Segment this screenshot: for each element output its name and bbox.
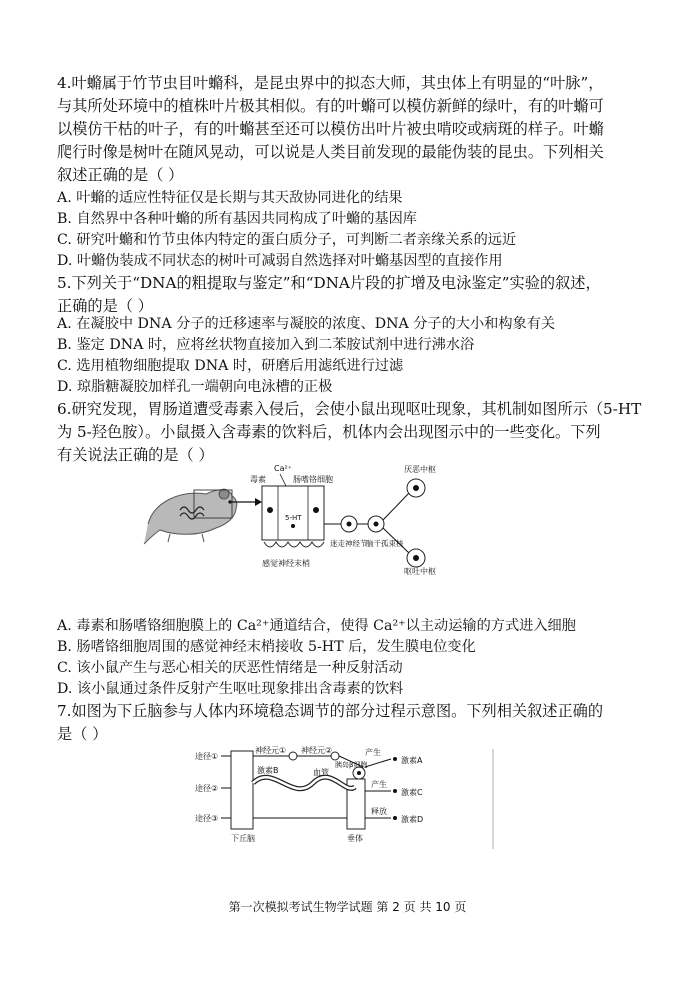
ec-cell-label: 肠嗜铬细胞 <box>293 475 333 484</box>
q5-option-b: B. 鉴定 DNA 时，应将丝状物直接加入到二苯胺试剂中进行沸水浴 <box>57 337 475 353</box>
q4-stem-line: 爬行时像是树叶在随风晃动，可以说是人类目前发现的最能伪装的昆虫。下列相关 <box>57 143 604 161</box>
hormone-b-label: 激素B <box>257 766 279 775</box>
serotonin-label: 5-HT <box>285 514 302 522</box>
q7-stem-line: 是（ ） <box>57 725 108 743</box>
q4-option-c: C. 研究叶䗛和竹节虫体内特定的蛋白质分子，可判断二者亲缘关系的远近 <box>57 232 517 248</box>
sensory-nerve-label: 感觉神经末梢 <box>262 559 310 568</box>
q6-option-c: C. 该小鼠产生与恶心相关的厌恶性情绪是一种反射活动 <box>57 660 403 676</box>
q4-stem-line: 叙述正确的是（ ） <box>57 166 184 184</box>
q6-figure-vomiting-mechanism <box>140 458 440 576</box>
q5-option-d: D. 琼脂糖凝胶加样孔一端朝向电泳槽的正极 <box>57 379 333 395</box>
q5-stem-line: 正确的是（ ） <box>57 297 153 315</box>
vomiting-center-label: 呕吐中枢 <box>404 567 436 576</box>
q7-figure-hypothalamus-regulation <box>195 745 500 850</box>
q6-option-d: D. 该小鼠通过条件反射产生呕吐现象排出含毒素的饮料 <box>57 681 404 697</box>
nts-label: 脑干孤束核 <box>366 539 404 548</box>
islet-label: 胰岛β细胞 <box>335 761 368 769</box>
aversion-center-label: 厌恶中枢 <box>404 465 436 474</box>
ca-label: Ca²⁺ <box>274 464 292 473</box>
neuron-1-label: 神经元① <box>255 746 287 755</box>
q7-stem-line: 7.如图为下丘脑参与人体内环境稳态调节的部分过程示意图。下列相关叙述正确的 <box>57 702 604 720</box>
neuron-2-label: 神经元② <box>301 746 333 755</box>
q4-option-d: D. 叶䗛伪装成不同状态的树叶可减弱自然选择对叶䗛基因型的直接作用 <box>57 253 503 269</box>
release-label: 释放 <box>371 807 387 816</box>
q5-option-c: C. 选用植物细胞提取 DNA 时，研磨后用滤纸进行过滤 <box>57 358 404 374</box>
toxin-label: 毒素 <box>250 475 266 484</box>
q5-stem-line: 5.下列关于“DNA的粗提取与鉴定”和“DNA片段的扩增及电泳鉴定”实验的叙述， <box>57 274 601 292</box>
produce-label-2: 产生 <box>371 780 387 789</box>
page-footer: 第一次模拟考试生物学试题 第 2 页 共 10 页 <box>228 900 467 914</box>
mouse-illustration <box>144 489 237 544</box>
vagus-label: 迷走神经节 <box>330 539 368 548</box>
hormone-a-label: 激素A <box>401 756 423 765</box>
q4-stem-line: 以模仿干枯的叶子，有的叶䗛甚至还可以模仿出叶片被虫啃咬或病斑的样子。叶䗛 <box>57 120 604 138</box>
q6-stem-line: 有关说法正确的是（ ） <box>57 446 214 464</box>
q4-option-a: A. 叶䗛的适应性特征仅是长期与其天敌协同进化的结果 <box>57 190 403 206</box>
hypothalamus-box <box>231 751 253 829</box>
pathway-1-label: 途径① <box>195 752 219 761</box>
pituitary-label: 垂体 <box>347 834 363 843</box>
produce-label-1: 产生 <box>365 748 381 757</box>
q6-option-a: A. 毒素和肠嗜铬细胞膜上的 Ca²⁺通道结合，使得 Ca²⁺以主动运输的方式进入细胞 <box>57 618 576 634</box>
q5-option-a: A. 在凝胶中 DNA 分子的迁移速率与凝胶的浓度、DNA 分子的大小和构象有关 <box>57 316 556 332</box>
pathway-3-label: 途径③ <box>195 814 219 823</box>
pathway-2-label: 途径② <box>195 784 219 793</box>
q4-stem-line: 与其所处环境中的植株叶片极其相似。有的叶䗛可以模仿新鲜的绿叶，有的叶䗛可 <box>57 97 604 115</box>
q4-option-b: B. 自然界中各种叶䗛的所有基因共同构成了叶䗛的基因库 <box>57 211 417 227</box>
q6-stem-line: 6.研究发现，胃肠道遭受毒素入侵后，会使小鼠出现呕吐现象，其机制如图所示（5-HT <box>57 400 642 418</box>
hormone-c-label: 激素C <box>401 788 423 797</box>
vessel-label: 血管 <box>313 768 329 777</box>
hypothalamus-label: 下丘脑 <box>231 834 255 843</box>
hormone-d-label: 激素D <box>401 815 424 824</box>
q4-stem-line: 4.叶䗛属于竹节虫目叶䗛科，是昆虫界中的拟态大师，其虫体上有明显的“叶脉”， <box>57 74 604 92</box>
q6-option-b: B. 肠嗜铬细胞周围的感觉神经末梢接收 5-HT 后，发生膜电位变化 <box>57 639 476 655</box>
q6-stem-line: 为 5-羟色胺）。小鼠摄入含毒素的饮料后，机体内会出现图示中的一些变化。下列 <box>57 423 601 441</box>
